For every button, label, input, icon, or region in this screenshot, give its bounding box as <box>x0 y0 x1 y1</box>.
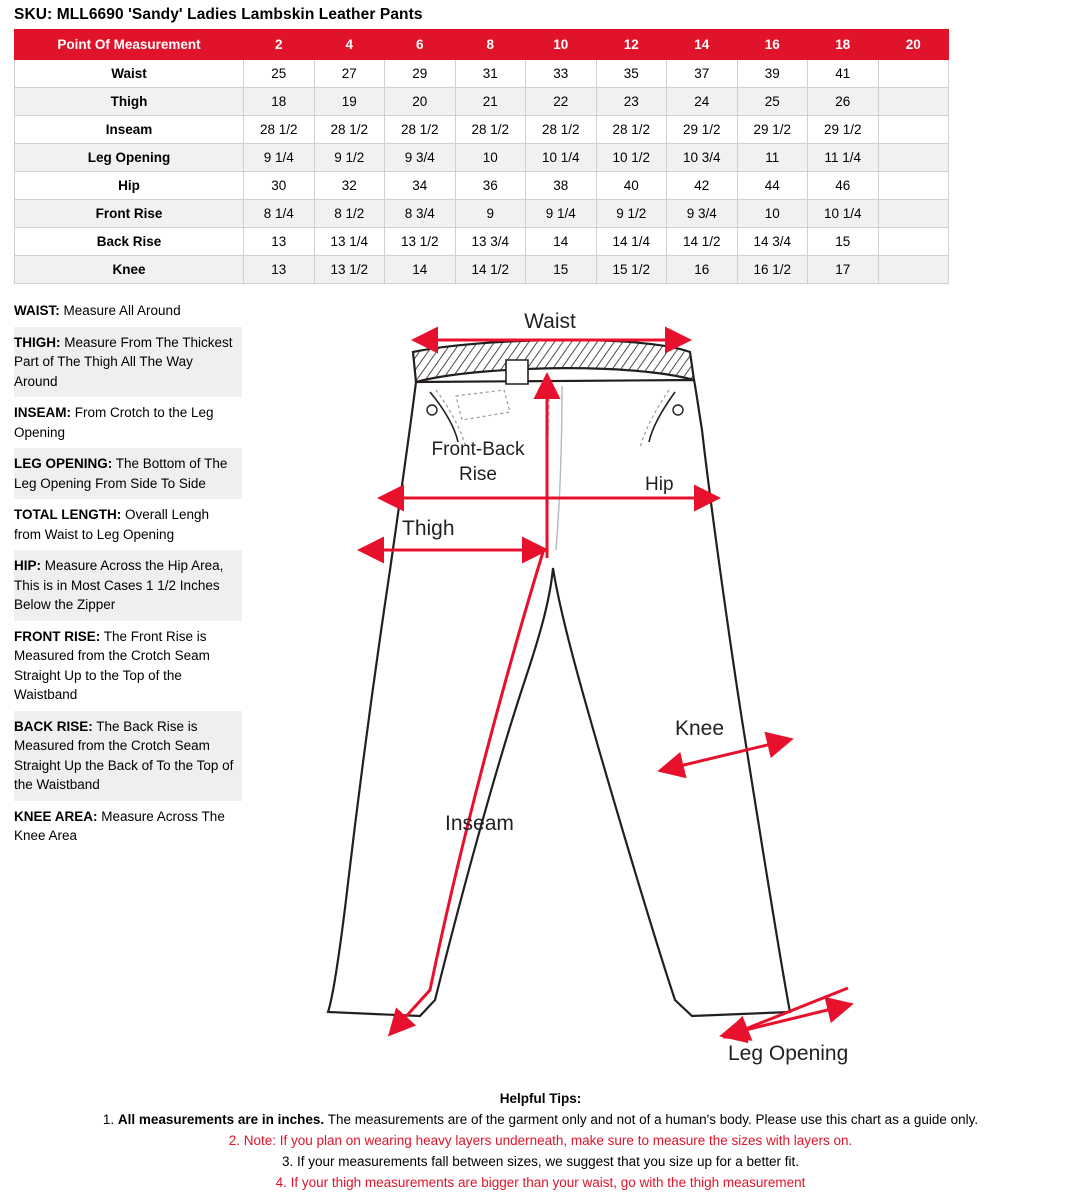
size-chart-table <box>14 29 949 284</box>
cell: 10 3/4 <box>667 144 738 172</box>
column-header-size: 6 <box>385 30 456 60</box>
definition-back-rise <box>14 711 242 801</box>
cell: 46 <box>808 172 879 200</box>
definition-term: TOTAL LENGTH: <box>14 507 122 522</box>
cell: 25 <box>737 88 808 116</box>
cell: 36 <box>455 172 526 200</box>
cell <box>878 88 949 116</box>
cell: 22 <box>526 88 597 116</box>
cell: 34 <box>385 172 456 200</box>
cell <box>878 60 949 88</box>
column-header-point-of-measurement: Point Of Measurement <box>15 30 244 60</box>
definition-term: LEG OPENING: <box>14 456 113 471</box>
row-label: Front Rise <box>15 200 244 228</box>
cell: 30 <box>244 172 315 200</box>
cell: 13 3/4 <box>455 228 526 256</box>
cell: 42 <box>667 172 738 200</box>
cell: 9 1/4 <box>526 200 597 228</box>
tip-item-2: 2. Note: If you plan on wearing heavy layers underneath, make sure to measure the sizes with layers on. <box>228 1133 853 1148</box>
tip-bold: All measurements are in inches. <box>117 1112 325 1127</box>
tip-item-1 <box>0 1109 1081 1130</box>
definition-waist <box>14 295 242 327</box>
column-header-size: 12 <box>596 30 667 60</box>
tip-text: The measurements are of the garment only and not of a human's body. Please use this chart as a guide only. <box>324 1112 979 1127</box>
cell: 28 1/2 <box>385 116 456 144</box>
table-header-row <box>15 30 949 60</box>
cell: 28 1/2 <box>526 116 597 144</box>
cell: 23 <box>596 88 667 116</box>
tip-item-3: 3. If your measurements fall between sizes, we suggest that you size up for a better fit. <box>281 1154 799 1169</box>
cell: 9 1/2 <box>314 144 385 172</box>
cell: 27 <box>314 60 385 88</box>
cell: 21 <box>455 88 526 116</box>
cell: 10 1/4 <box>808 200 879 228</box>
table-row <box>15 172 949 200</box>
column-header-size: 10 <box>526 30 597 60</box>
column-header-size: 2 <box>244 30 315 60</box>
cell: 11 <box>737 144 808 172</box>
cell: 26 <box>808 88 879 116</box>
cell: 40 <box>596 172 667 200</box>
definition-text: Measure Across The Knee Area <box>14 808 225 843</box>
cell: 38 <box>526 172 597 200</box>
cell: 14 1/2 <box>455 256 526 284</box>
front-back-rise-label-line2: Rise <box>458 464 498 485</box>
cell: 33 <box>526 60 597 88</box>
table-row <box>15 256 949 284</box>
column-header-size: 4 <box>314 30 385 60</box>
cell: 13 1/2 <box>314 256 385 284</box>
cell: 15 <box>808 228 879 256</box>
front-back-rise-label-line1: Front-Back <box>431 439 525 460</box>
column-header-size: 20 <box>878 30 949 60</box>
cell <box>878 200 949 228</box>
row-label: Waist <box>15 60 244 88</box>
definition-term: KNEE AREA: <box>14 808 98 824</box>
definition-total-length <box>14 499 242 550</box>
cell: 14 <box>385 256 456 284</box>
column-header-size: 18 <box>808 30 879 60</box>
row-label: Leg Opening <box>15 144 244 172</box>
tip-item-4: 4. If your thigh measurements are bigger than your waist, go with the thigh measurement <box>275 1175 806 1190</box>
cell: 10 <box>455 144 526 172</box>
cell: 15 <box>526 256 597 284</box>
cell: 9 <box>455 200 526 228</box>
row-label: Knee <box>15 256 244 284</box>
cell: 15 1/2 <box>596 256 667 284</box>
definition-text: Overall Lengh from Waist to Leg Opening <box>14 507 210 542</box>
definition-thigh <box>14 327 242 398</box>
knee-label: Knee <box>675 717 725 740</box>
page-title: SKU: MLL6690 'Sandy' Ladies Lambskin Leather Pants <box>14 6 423 23</box>
cell: 9 3/4 <box>385 144 456 172</box>
cell: 14 3/4 <box>737 228 808 256</box>
cell: 13 1/2 <box>385 228 456 256</box>
cell: 16 1/2 <box>737 256 808 284</box>
waist-label: Waist <box>524 310 576 333</box>
cell: 8 1/4 <box>244 200 315 228</box>
cell: 14 1/4 <box>596 228 667 256</box>
cell: 31 <box>455 60 526 88</box>
table-row <box>15 200 949 228</box>
cell: 13 1/4 <box>314 228 385 256</box>
cell: 29 1/2 <box>667 116 738 144</box>
definition-text: The Back Rise is Measured from the Crotch Seam Straight Up the Back of To the Top of the Waistband <box>14 718 234 792</box>
definition-term: WAIST: <box>14 303 60 318</box>
pants-outline <box>328 340 790 1016</box>
definition-text: The Bottom of The Leg Opening From Side To Side <box>14 456 228 491</box>
cell: 20 <box>385 88 456 116</box>
row-label: Inseam <box>15 116 244 144</box>
definition-text: The Front Rise is Measured from the Crotch Seam Straight Up to the Top of the Waistband <box>14 628 210 702</box>
cell: 8 3/4 <box>385 200 456 228</box>
definition-hip <box>14 550 242 621</box>
cell: 9 1/2 <box>596 200 667 228</box>
cell: 19 <box>314 88 385 116</box>
definition-term: BACK RISE: <box>14 718 93 734</box>
cell: 41 <box>808 60 879 88</box>
cell: 11 1/4 <box>808 144 879 172</box>
cell: 35 <box>596 60 667 88</box>
hip-label: Hip <box>645 474 674 495</box>
table-row <box>15 88 949 116</box>
definition-text: Measure All Around <box>59 303 181 318</box>
cell: 29 1/2 <box>737 116 808 144</box>
definition-term: FRONT RISE: <box>14 628 101 644</box>
definition-term: INSEAM: <box>14 405 71 420</box>
table-row <box>15 144 949 172</box>
definition-term: THIGH: <box>14 334 61 350</box>
cell: 10 1/2 <box>596 144 667 172</box>
table-header <box>15 30 949 60</box>
definition-term: HIP: <box>14 558 41 573</box>
cell: 29 <box>385 60 456 88</box>
definition-inseam <box>14 397 242 448</box>
cell: 18 <box>244 88 315 116</box>
table-row <box>15 228 949 256</box>
cell: 28 1/2 <box>596 116 667 144</box>
cell: 28 1/2 <box>314 116 385 144</box>
cell: 13 <box>244 256 315 284</box>
cell <box>878 256 949 284</box>
cell <box>878 228 949 256</box>
thigh-label: Thigh <box>402 517 455 540</box>
table-body <box>15 60 949 284</box>
cell <box>878 116 949 144</box>
cell <box>878 144 949 172</box>
definition-leg-opening <box>14 448 242 499</box>
cell: 14 1/2 <box>667 228 738 256</box>
cell: 10 <box>737 200 808 228</box>
definition-text: From Crotch to the Leg Opening <box>14 405 214 440</box>
definition-knee-area <box>14 801 242 852</box>
cell: 28 1/2 <box>244 116 315 144</box>
definition-text: Measure Across the Hip Area, This is in Most Cases 1 1/2 Inches Below the Zipper <box>14 558 224 612</box>
helpful-tips <box>0 1088 1081 1193</box>
cell: 9 3/4 <box>667 200 738 228</box>
cell: 39 <box>737 60 808 88</box>
table-row <box>15 116 949 144</box>
row-label: Hip <box>15 172 244 200</box>
cell: 24 <box>667 88 738 116</box>
cell: 13 <box>244 228 315 256</box>
definitions-list <box>14 295 242 852</box>
cell: 28 1/2 <box>455 116 526 144</box>
cell: 25 <box>244 60 315 88</box>
definition-text: Measure From The Thickest Part of The Thigh All The Way Around <box>14 334 233 389</box>
cell: 44 <box>737 172 808 200</box>
inseam-label: Inseam <box>445 812 514 835</box>
row-label: Thigh <box>15 88 244 116</box>
row-label: Back Rise <box>15 228 244 256</box>
cell: 17 <box>808 256 879 284</box>
cell: 14 <box>526 228 597 256</box>
cell: 29 1/2 <box>808 116 879 144</box>
column-header-size: 8 <box>455 30 526 60</box>
column-header-size: 14 <box>667 30 738 60</box>
leg-opening-label: Leg Opening <box>728 1042 849 1065</box>
cell: 8 1/2 <box>314 200 385 228</box>
pants-measurement-diagram <box>250 300 1070 1080</box>
cell: 32 <box>314 172 385 200</box>
cell: 10 1/4 <box>526 144 597 172</box>
column-header-size: 16 <box>737 30 808 60</box>
definition-front-rise <box>14 621 242 711</box>
tips-heading: Helpful Tips: <box>499 1091 582 1106</box>
cell <box>878 172 949 200</box>
cell: 37 <box>667 60 738 88</box>
tip-number: 1. <box>102 1112 118 1127</box>
cell: 9 1/4 <box>244 144 315 172</box>
table-row <box>15 60 949 88</box>
cell: 16 <box>667 256 738 284</box>
